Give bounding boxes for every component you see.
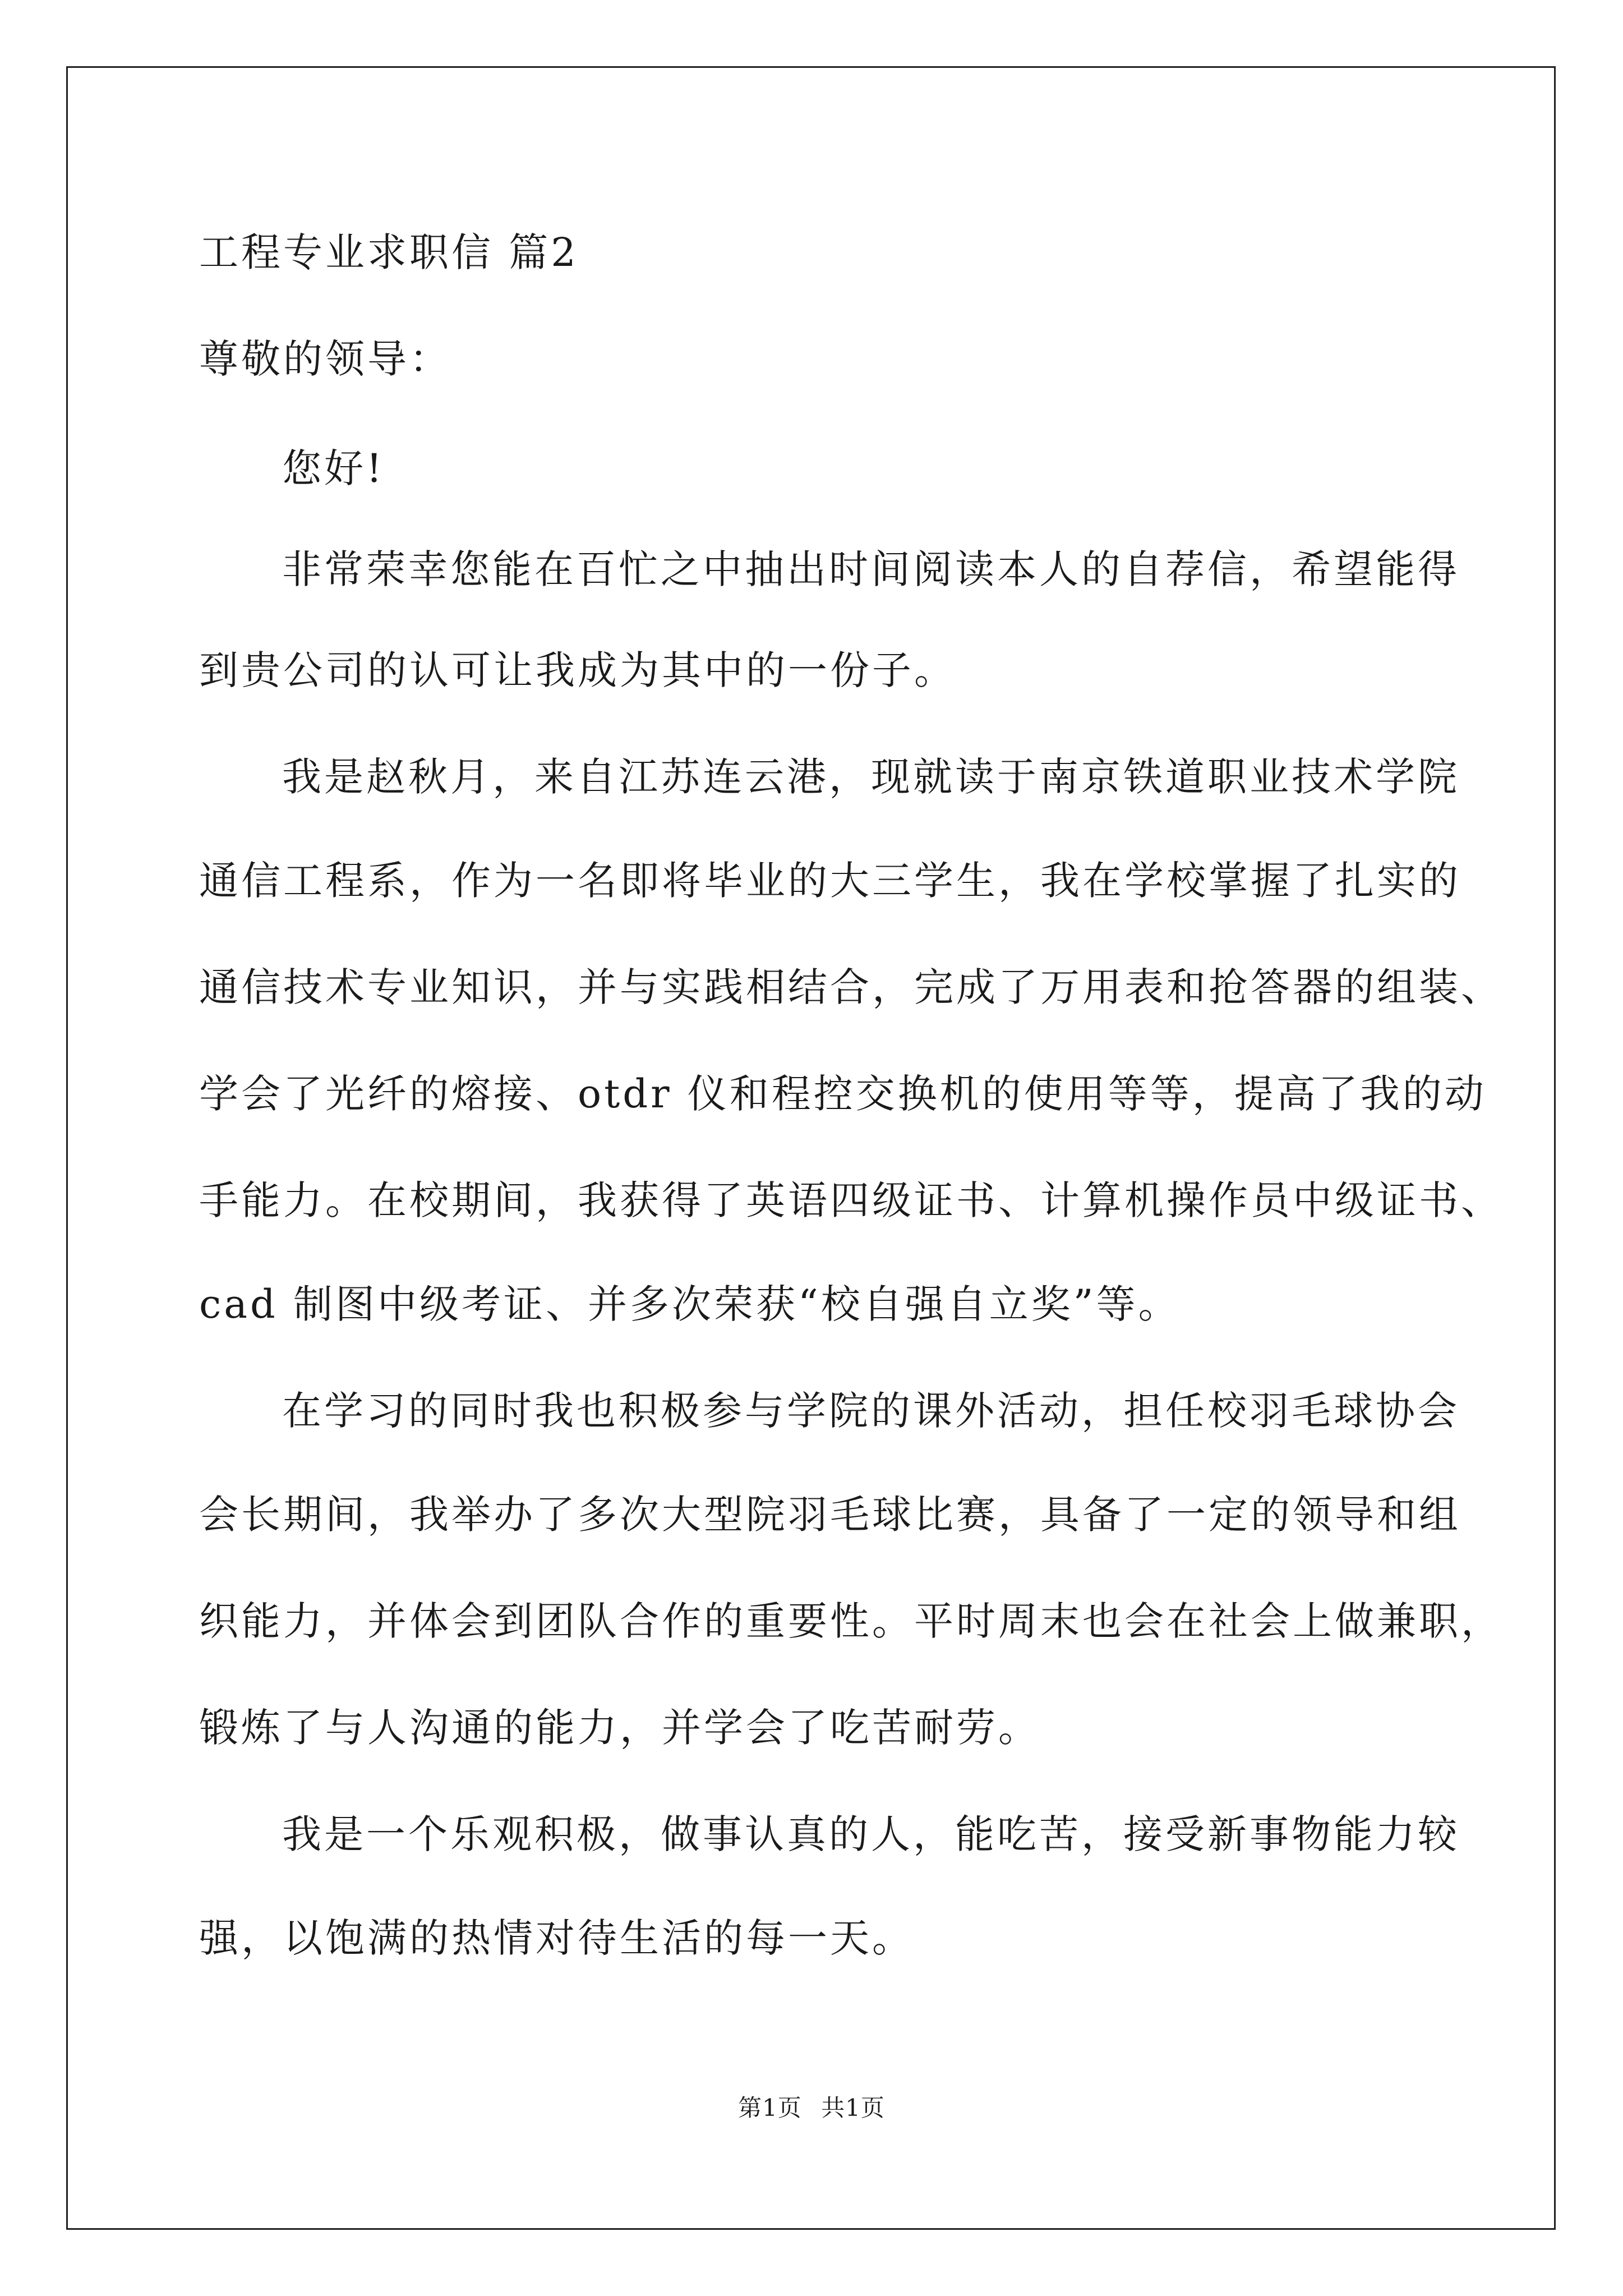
paragraph-line: 会长期间，我举办了多次大型院羽毛球比赛，具备了一定的领导和组 (199, 1492, 1461, 1538)
page-footer (0, 2090, 1623, 2123)
letter-title: 工程专业求职信 篇2 (199, 229, 579, 275)
paragraph-line: 我是一个乐观积极，做事认真的人，能吃苦，接受新事物能力较 (282, 1811, 1460, 1857)
paragraph-line: 强，以饱满的热情对待生活的每一天。 (199, 1915, 914, 1961)
page-border (66, 66, 1556, 2230)
paragraph-line: cad 制图中级考证、并多次荣获“校自强自立奖”等。 (199, 1281, 1181, 1327)
salutation: 尊敬的领导： (199, 336, 451, 382)
paragraph-line: 学会了光纤的熔接、otdr 仪和程控交换机的使用等等，提高了我的动 (199, 1071, 1487, 1117)
paragraph-line: 通信技术专业知识，并与实践相结合，完成了万用表和抢答器的组装、 (199, 964, 1503, 1010)
page-number: 第1页 (738, 2094, 802, 2122)
paragraph-line: 手能力。在校期间，我获得了英语四级证书、计算机操作员中级证书、 (199, 1177, 1503, 1223)
paragraph-line: 到贵公司的认可让我成为其中的一份子。 (199, 647, 956, 693)
paragraph-line: 织能力，并体会到团队合作的重要性。平时周末也会在社会上做兼职， (199, 1598, 1503, 1644)
paragraph-line: 在学习的同时我也积极参与学院的课外活动，担任校羽毛球协会 (282, 1388, 1460, 1434)
paragraph-line: 锻炼了与人沟通的能力，并学会了吃苦耐劳。 (199, 1705, 1040, 1751)
paragraph-line: 非常荣幸您能在百忙之中抽出时间阅读本人的自荐信，希望能得 (282, 546, 1460, 592)
paragraph-line: 通信工程系，作为一名即将毕业的大三学生，我在学校掌握了扎实的 (199, 858, 1461, 904)
paragraph-line: 您好! (282, 445, 385, 491)
paragraph-line: 我是赵秋月，来自江苏连云港，现就读于南京铁道职业技术学院 (282, 754, 1460, 800)
page-total: 共1页 (821, 2094, 885, 2122)
